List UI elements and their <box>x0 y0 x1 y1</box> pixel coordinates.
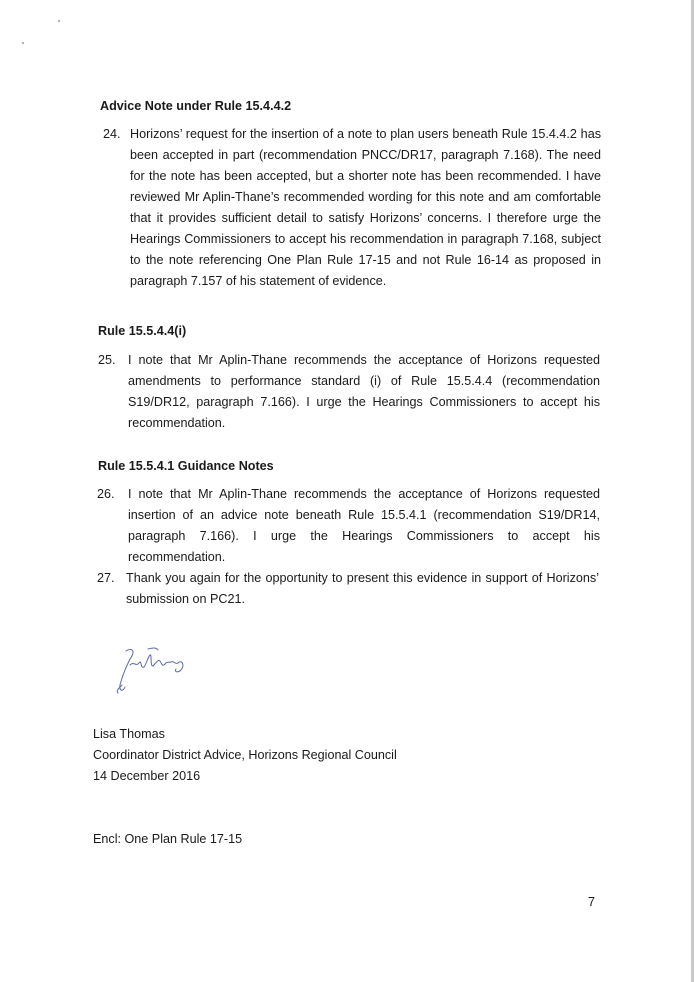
signer-name: Lisa Thomas <box>93 727 165 741</box>
paragraph-text: I note that Mr Aplin-Thane recommends the acceptance of Horizons requested insertion of an advice note beneath Rule 15.5.4.1 (recommendation S19/DR14, paragraph 7.166). I urge the Hearings Commissioners to accept his recommendation. <box>128 487 600 564</box>
section-heading-advice-note: Advice Note under Rule 15.4.4.2 <box>100 99 292 113</box>
paragraph-text: I note that Mr Aplin-Thane recommends the acceptance of Horizons requested amendments to performance standard (i) of Rule 15.5.4.4 (recommendation S19/DR12, paragraph 7.166). I urge the Hearings Commissioners to accept his recommendation. <box>128 353 600 430</box>
paragraph-number: 26. <box>97 487 115 501</box>
handwritten-signature <box>112 645 192 697</box>
section-heading-guidance-notes: Rule 15.5.4.1 Guidance Notes <box>98 459 274 473</box>
paragraph-text: Thank you again for the opportunity to present this evidence in support of Horizons’ submission on PC21. <box>126 571 599 606</box>
signer-title: Coordinator District Advice, Horizons Regional Council <box>93 748 397 762</box>
page-number: 7 <box>588 895 596 909</box>
paragraph-text: Horizons’ request for the insertion of a note to plan users beneath Rule 15.4.4.2 has been accepted in part (recommendation PNCC/DR17, paragraph 7.168). The need for the note has been accepted, but a shorter note has been recommended. I have reviewed Mr Aplin-Thane’s recommended wording for this note and am comfortable that it provides sufficient detail to satisfy Horizons’ concerns. I therefore urge the Hearings Commissioners to accept his recommendation in paragraph 7.168, subject to the note referencing One Plan Rule 17-15 and not Rule 16-14 as proposed in paragraph 7.157 of his statement of evidence. <box>130 127 601 288</box>
paragraph-number: 24. <box>103 127 121 141</box>
enclosure-note: Encl: One Plan Rule 17-15 <box>93 832 243 846</box>
scan-speck <box>58 20 60 22</box>
paragraph-25 <box>98 350 602 434</box>
paragraph-number: 25. <box>98 353 116 367</box>
paragraph-27 <box>97 568 602 610</box>
scan-speck <box>22 42 24 44</box>
signature-date: 14 December 2016 <box>93 769 201 783</box>
paragraph-26 <box>97 484 602 564</box>
paragraph-24 <box>103 124 603 294</box>
section-heading-rule-15-5-4-4: Rule 15.5.4.4(i) <box>98 324 187 338</box>
paragraph-number: 27. <box>97 571 115 585</box>
